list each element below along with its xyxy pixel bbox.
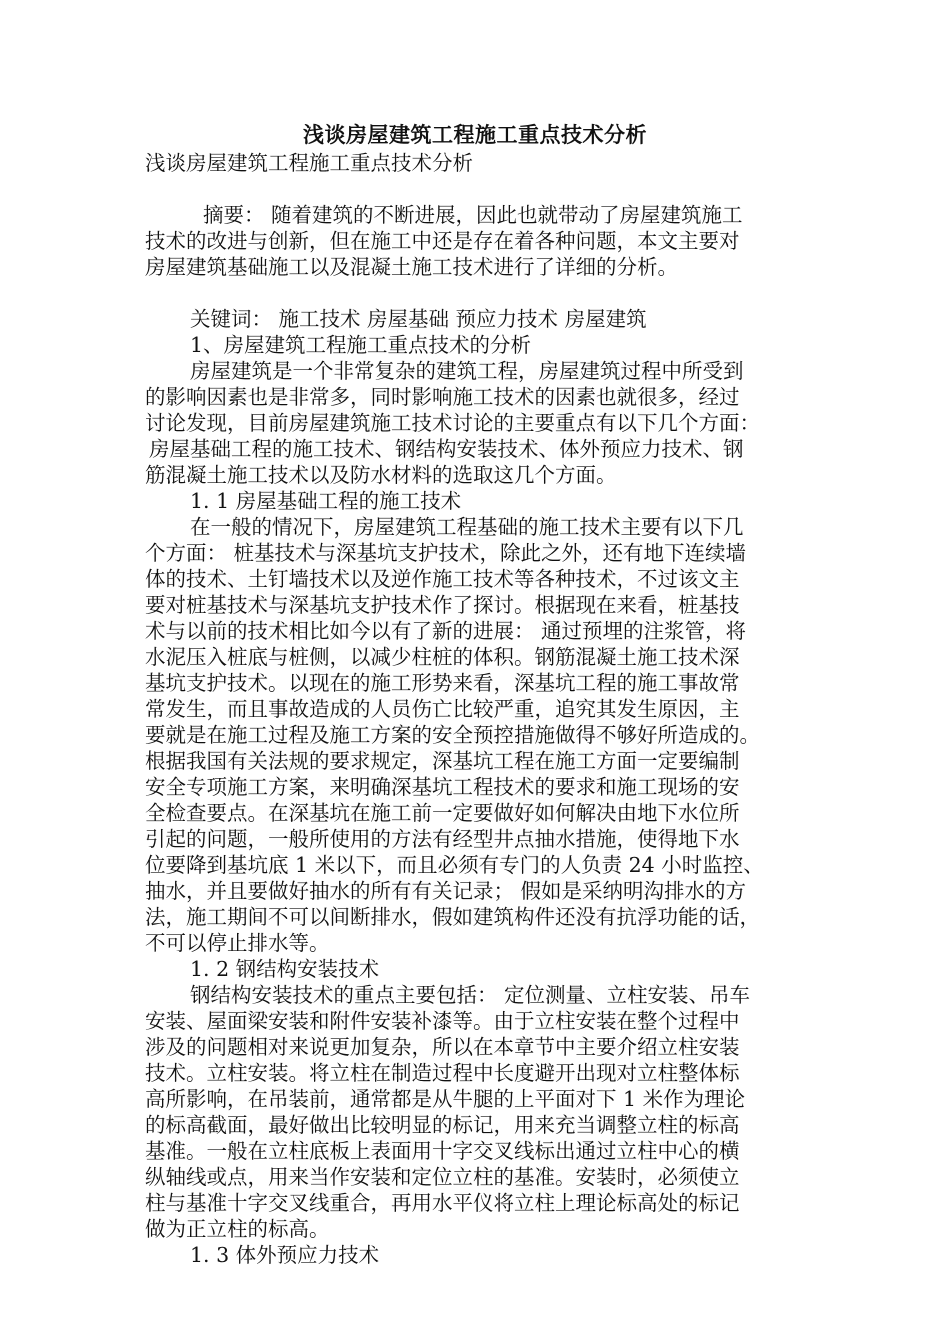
section-heading: 1、房屋建筑工程施工重点技术的分析: [190, 333, 532, 357]
paragraph-line: 法，施工期间不可以间断排水，假如建筑构件还没有抗浮功能的话，: [145, 905, 760, 929]
paragraph-line: 高所影响，在吊装前，通常都是从牛腿的上平面对下 1 米作为理论: [145, 1087, 746, 1111]
paragraph-line: 的影响因素也是非常多，同时影响施工技术的因素也就很多，经过: [145, 385, 740, 409]
paragraph-line: 房屋建筑是一个非常复杂的建筑工程，房屋建筑过程中所受到: [190, 359, 744, 383]
paragraph-line: 在一般的情况下，房屋建筑工程基础的施工技术主要有以下几: [190, 515, 744, 539]
abstract-line: 摘要： 随着建筑的不断进展，因此也就带动了房屋建筑施工: [203, 203, 743, 227]
section-1-1: [145, 488, 805, 956]
paragraph-line: 位要降到基坑底 1 米以下，而且必须有专门的人负责 24 小时监控、: [145, 853, 764, 877]
paragraph-line: 要就是在施工过程及施工方案的安全预控措施做得不够好所造成的。: [145, 723, 760, 747]
paragraph-line: 涉及的问题相对来说更加复杂，所以在本章节中主要介绍立柱安装: [145, 1035, 740, 1059]
paragraph-line: 纵轴线或点，用来当作安装和定位立柱的基准。安装时，必须使立: [145, 1165, 740, 1189]
abstract: [145, 202, 805, 280]
paragraph-line: 全检查要点。在深基坑在施工前一定要做好如何解决由地下水位所: [145, 801, 740, 825]
paragraph-line: 安装、屋面梁安装和附件安装补漆等。由于立柱安装在整个过程中: [145, 1009, 740, 1033]
paragraph-line: 筋混凝土施工技术以及防水材料的选取这几个方面。: [145, 463, 617, 487]
section-heading: 1. 2 钢结构安装技术: [190, 957, 380, 981]
paragraph-line: 常发生，而且事故造成的人员伤亡比较严重，追究其发生原因，主: [145, 697, 740, 721]
paragraph-line: 要对桩基技术与深基坑支护技术作了探讨。根据现在来看，桩基技: [145, 593, 740, 617]
paragraph-line: 安全专项施工方案，来明确深基坑工程技术的要求和施工现场的安: [145, 775, 740, 799]
blank-line: [145, 176, 805, 202]
section-1-2: [145, 956, 805, 1242]
paragraph-line: 钢结构安装技术的重点主要包括： 定位测量、立柱安装、吊车: [190, 983, 751, 1007]
paragraph-line: 基准。一般在立柱底板上表面用十字交叉线标出通过立柱中心的横: [145, 1139, 740, 1163]
paragraph-line: 体的技术、土钉墙技术以及逆作施工技术等各种技术，不过该文主: [145, 567, 740, 591]
document-title: 浅谈房屋建筑工程施工重点技术分析: [303, 123, 647, 147]
section-heading: 1. 3 体外预应力技术: [190, 1243, 380, 1267]
paragraph-line: 抽水，并且要做好抽水的所有有关记录； 假如是采纳明沟排水的方: [145, 879, 747, 903]
paragraph-line: 做为正立柱的标高。: [145, 1217, 330, 1241]
paragraph-line: 个方面： 桩基技术与深基坑支护技术，除此之外，还有地下连续墙: [145, 541, 747, 565]
document-subtitle: 浅谈房屋建筑工程施工重点技术分析: [145, 151, 473, 175]
document-body: [145, 150, 805, 1268]
section-1-3: [145, 1242, 805, 1268]
section-heading: 1. 1 房屋基础工程的施工技术: [190, 489, 462, 513]
abstract-line: 技术的改进与创新，但在施工中还是存在着各种问题，本文主要对: [145, 229, 740, 253]
abstract-line: 房屋建筑基础施工以及混凝土施工技术进行了详细的分析。: [145, 255, 678, 279]
paragraph-line: 技术。立柱安装。将立柱在制造过程中长度避开出现对立柱整体标: [145, 1061, 740, 1085]
paragraph-line: 术与以前的技术相比如今以有了新的进展： 通过预埋的注浆管，将: [145, 619, 747, 643]
paragraph-line: 柱与基准十字交叉线重合，再用水平仪将立柱上理论标高处的标记: [145, 1191, 740, 1215]
paragraph-line: 房屋基础工程的施工技术、钢结构安装技术、体外预应力技术、钢: [149, 437, 744, 461]
paragraph-line: 水泥压入桩底与桩侧，以减少柱桩的体积。钢筋混凝土施工技术深: [145, 645, 740, 669]
blank-line: [145, 280, 805, 306]
paragraph-line: 基坑支护技术。以现在的施工形势来看，深基坑工程的施工事故常: [145, 671, 740, 695]
paragraph-line: 的标高截面，最好做出比较明显的标记，用来充当调整立柱的标高: [145, 1113, 740, 1137]
paragraph-line: 根据我国有关法规的要求规定，深基坑工程在施工方面一定要编制: [145, 749, 740, 773]
section-1: [145, 332, 805, 488]
paragraph-line: 讨论发现，目前房屋建筑施工技术讨论的主要重点有以下几个方面：: [145, 411, 760, 435]
paragraph-line: 引起的问题，一般所使用的方法有经型井点抽水措施，使得地下水: [145, 827, 740, 851]
paragraph-line: 不可以停止排水等。: [145, 931, 330, 955]
keywords: 关键词： 施工技术 房屋基础 预应力技术 房屋建筑: [190, 307, 647, 331]
